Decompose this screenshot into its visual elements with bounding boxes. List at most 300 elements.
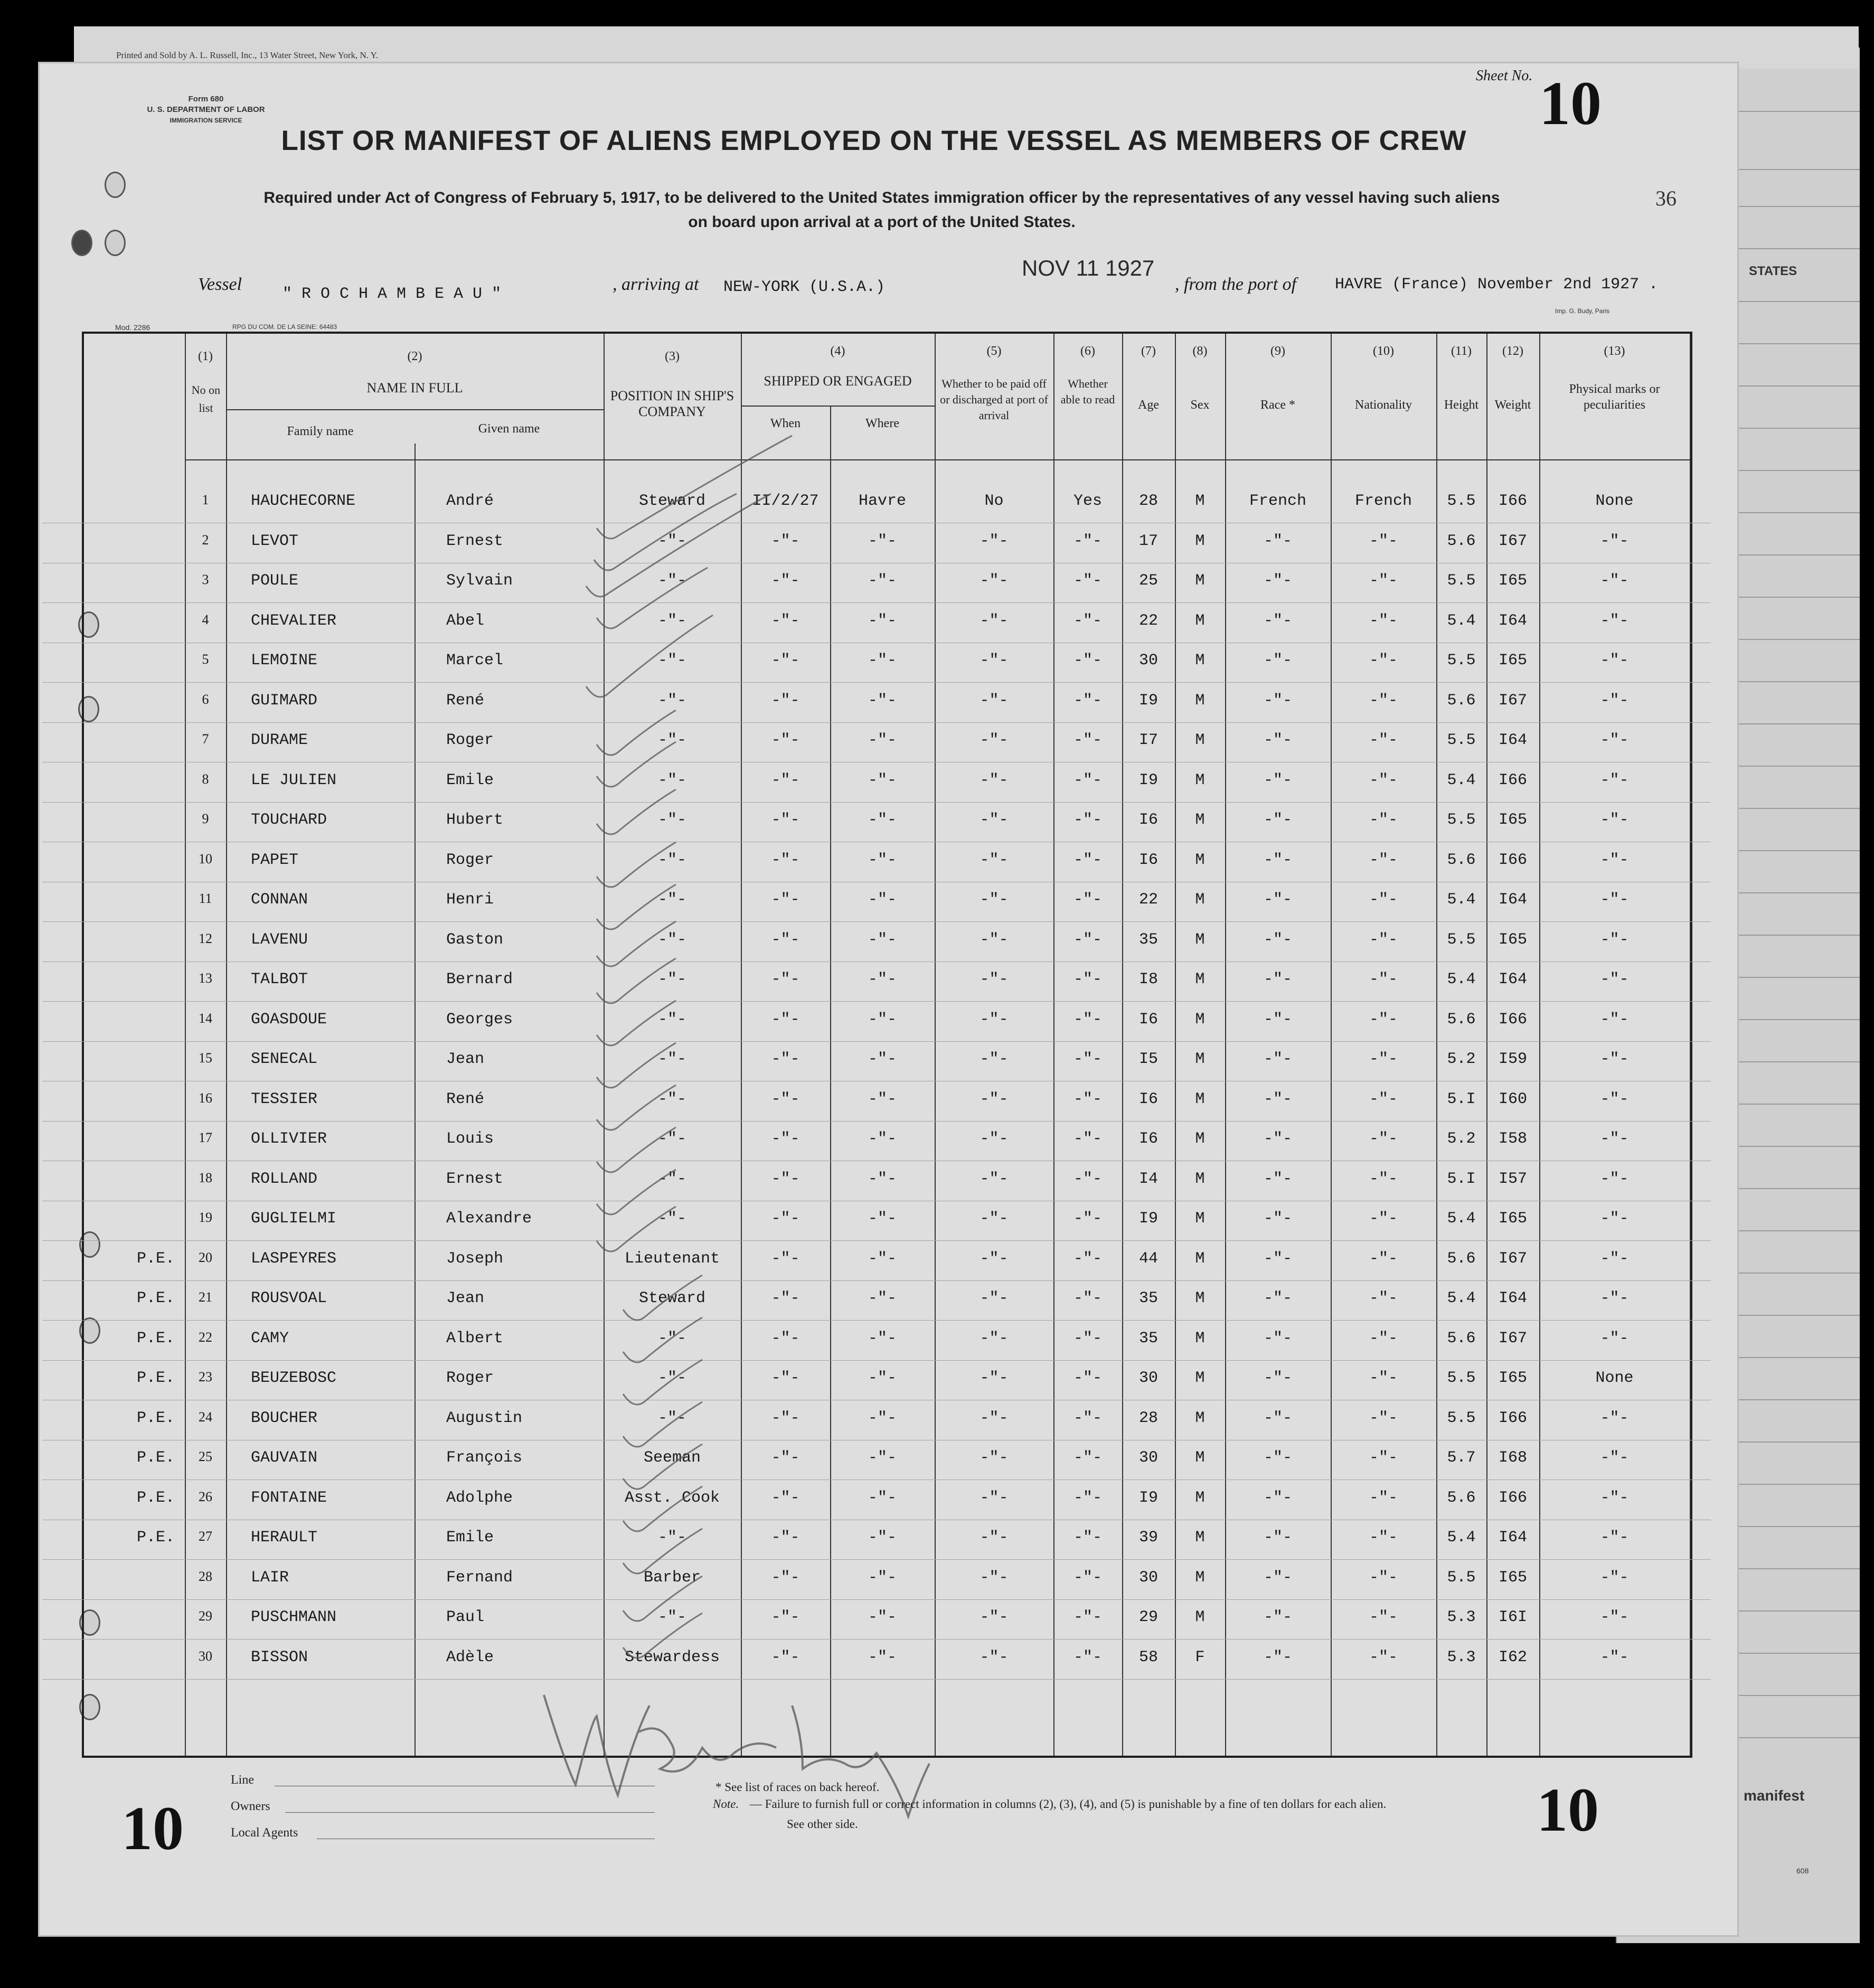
row-nationality: -"- xyxy=(1369,652,1398,670)
row-where: -"- xyxy=(868,731,897,749)
row-able-to-read: -"- xyxy=(1073,731,1102,749)
row-weight: I67 xyxy=(1498,1249,1527,1268)
row-ruling xyxy=(42,1639,1711,1640)
row-sex: M xyxy=(1195,611,1205,630)
row-paid-off: -"- xyxy=(980,1568,1009,1587)
row-height: 5.5 xyxy=(1447,652,1476,670)
row-position: -"- xyxy=(657,1409,686,1427)
row-where: -"- xyxy=(868,611,897,630)
row-when: -"- xyxy=(771,1449,800,1467)
row-physical-marks: -"- xyxy=(1600,971,1629,988)
row-where: -"- xyxy=(868,930,897,949)
row-pe-mark: P.E. xyxy=(136,1488,175,1507)
row-sex: M xyxy=(1195,930,1205,949)
col10-number: (10) xyxy=(1373,344,1394,358)
row-height: 5.2 xyxy=(1447,1130,1476,1148)
row-when: -"- xyxy=(771,1409,800,1427)
row-paid-off: -"- xyxy=(980,691,1009,710)
row-when: -"- xyxy=(771,1488,800,1507)
row-weight: I67 xyxy=(1498,1329,1527,1348)
row-number: 1 xyxy=(202,492,209,507)
page-title: LIST OR MANIFEST OF ALIENS EMPLOYED ON THE VESSEL AS MEMBERS OF CREW xyxy=(281,125,1467,156)
row-paid-off: -"- xyxy=(980,771,1009,789)
row-sex: M xyxy=(1195,731,1205,749)
row-physical-marks: -"- xyxy=(1600,851,1629,869)
row-age: 44 xyxy=(1138,1249,1158,1268)
row-number: 22 xyxy=(199,1329,212,1345)
back-sheet-manifest: manifest xyxy=(1744,1787,1805,1804)
row-family-name: DURAME xyxy=(251,731,308,749)
row-able-to-read: -"- xyxy=(1073,891,1102,909)
row-position: -"- xyxy=(657,532,686,550)
row-able-to-read: -"- xyxy=(1073,1090,1102,1108)
row-nationality: -"- xyxy=(1369,1568,1398,1587)
row-when: -"- xyxy=(771,811,800,829)
row-paid-off: -"- xyxy=(980,1249,1009,1268)
row-number: 16 xyxy=(199,1090,212,1106)
row-paid-off: -"- xyxy=(980,1210,1009,1228)
row-family-name: FONTAINE xyxy=(251,1488,327,1507)
row-when: -"- xyxy=(771,532,800,550)
row-sex: M xyxy=(1195,771,1205,789)
row-physical-marks: -"- xyxy=(1600,1608,1629,1626)
col12-number: (12) xyxy=(1502,344,1523,358)
row-given-name: Ernest xyxy=(446,1170,504,1188)
row-sex: M xyxy=(1195,1449,1205,1467)
row-when: -"- xyxy=(771,1010,800,1029)
row-position: -"- xyxy=(657,572,686,590)
row-given-name: Hubert xyxy=(446,811,504,829)
row-weight: I64 xyxy=(1498,971,1527,988)
row-family-name: TALBOT xyxy=(251,971,308,988)
row-given-name: Adèle xyxy=(446,1648,494,1666)
row-number: 14 xyxy=(199,1010,212,1026)
row-number: 15 xyxy=(199,1050,212,1066)
row-sex: M xyxy=(1195,1409,1205,1427)
row-weight: I64 xyxy=(1498,1529,1527,1547)
registration: RPG DU COM. DE LA SEINE: 64483 xyxy=(232,323,337,331)
row-paid-off: -"- xyxy=(980,1090,1009,1108)
row-able-to-read: -"- xyxy=(1073,1010,1102,1029)
row-race: -"- xyxy=(1263,851,1292,869)
row-able-to-read: -"- xyxy=(1073,1568,1102,1587)
col8-number: (8) xyxy=(1192,344,1208,358)
row-sex: M xyxy=(1195,1170,1205,1188)
row-able-to-read: -"- xyxy=(1073,771,1102,789)
subtitle-line-1: Required under Act of Congress of February 5, 1917, to be delivered to the United States immigration officer by the representatives of any vessel having such aliens xyxy=(263,189,1500,206)
row-family-name: CAMY xyxy=(251,1329,289,1348)
row-physical-marks: -"- xyxy=(1600,731,1629,749)
row-height: 5.5 xyxy=(1447,1568,1476,1587)
arrival-date-stamp: NOV 11 1927 xyxy=(1022,256,1155,280)
row-position: -"- xyxy=(657,731,686,749)
row-paid-off: -"- xyxy=(980,1449,1009,1467)
col7-number: (7) xyxy=(1141,344,1156,358)
row-given-name: Abel xyxy=(446,611,485,630)
mod-number: Mod. 2286 xyxy=(115,323,150,332)
col10-label: Nationality xyxy=(1355,398,1412,412)
row-number: 18 xyxy=(199,1170,212,1185)
row-race: -"- xyxy=(1263,572,1292,590)
footer-sheet-number-right: 10 xyxy=(1537,1775,1599,1844)
row-sex: M xyxy=(1195,1529,1205,1547)
row-position: Asst. Cook xyxy=(624,1488,720,1507)
row-family-name: GUIMARD xyxy=(251,691,318,710)
row-number: 23 xyxy=(199,1369,212,1384)
row-height: 5.4 xyxy=(1447,971,1476,988)
punch-hole xyxy=(78,696,99,722)
row-position: -"- xyxy=(657,811,686,829)
row-ruling xyxy=(42,1001,1711,1002)
col4-label: SHIPPED OR ENGAGED xyxy=(764,373,912,389)
row-given-name: Albert xyxy=(446,1329,504,1348)
col5-number: (5) xyxy=(986,344,1002,358)
row-nationality: -"- xyxy=(1369,1369,1398,1387)
row-age: 35 xyxy=(1138,930,1158,949)
row-ruling xyxy=(42,1599,1711,1600)
col1-number: (1) xyxy=(198,350,213,363)
row-given-name: François xyxy=(446,1449,523,1467)
row-family-name: TOUCHARD xyxy=(251,811,327,829)
row-where: -"- xyxy=(868,1170,897,1188)
col3-number: (3) xyxy=(665,350,680,363)
row-pe-mark: P.E. xyxy=(136,1529,175,1547)
row-pe-mark: P.E. xyxy=(136,1329,175,1348)
row-age: I6 xyxy=(1138,1130,1158,1148)
row-where: -"- xyxy=(868,1289,897,1307)
row-height: 5.2 xyxy=(1447,1050,1476,1068)
row-when: -"- xyxy=(771,1289,800,1307)
row-age: 28 xyxy=(1138,1409,1158,1427)
row-family-name: PAPET xyxy=(251,851,299,869)
row-paid-off: -"- xyxy=(980,930,1009,949)
row-number: 29 xyxy=(199,1608,212,1624)
row-when: -"- xyxy=(771,1090,800,1108)
row-ruling xyxy=(42,802,1711,803)
row-nationality: -"- xyxy=(1369,532,1398,550)
row-given-name: Georges xyxy=(446,1010,513,1029)
row-weight: I65 xyxy=(1498,1369,1527,1387)
row-number: 2 xyxy=(202,532,209,548)
row-weight: I58 xyxy=(1498,1130,1527,1148)
row-where: -"- xyxy=(868,891,897,909)
row-position: -"- xyxy=(657,611,686,630)
row-position: -"- xyxy=(657,1529,686,1547)
row-where: -"- xyxy=(868,1130,897,1148)
row-able-to-read: -"- xyxy=(1073,1449,1102,1467)
arriving-label: , arriving at xyxy=(613,275,699,294)
row-paid-off: -"- xyxy=(980,1648,1009,1666)
row-race: -"- xyxy=(1263,1648,1292,1666)
row-paid-off: -"- xyxy=(980,611,1009,630)
punch-hole xyxy=(78,611,99,638)
col2-family-label: Family name xyxy=(287,425,354,438)
row-race: -"- xyxy=(1263,1449,1292,1467)
row-race: -"- xyxy=(1263,1210,1292,1228)
row-pe-mark: P.E. xyxy=(136,1409,175,1427)
row-when: -"- xyxy=(771,1130,800,1148)
row-pe-mark: P.E. xyxy=(136,1289,175,1307)
row-sex: M xyxy=(1195,1130,1205,1148)
row-height: 5.7 xyxy=(1447,1449,1476,1467)
row-family-name: CONNAN xyxy=(251,891,308,909)
row-when: -"- xyxy=(771,1529,800,1547)
row-number: 12 xyxy=(199,930,212,946)
row-sex: F xyxy=(1195,1648,1205,1666)
row-able-to-read: -"- xyxy=(1073,971,1102,988)
row-given-name: Bernard xyxy=(446,971,513,988)
row-nationality: -"- xyxy=(1369,691,1398,710)
row-able-to-read: -"- xyxy=(1073,1409,1102,1427)
arriving-port: NEW-YORK (U.S.A.) xyxy=(723,278,886,296)
row-where: -"- xyxy=(868,1369,897,1387)
row-when: -"- xyxy=(771,731,800,749)
row-given-name: Roger xyxy=(446,731,494,749)
vessel-name: " R O C H A M B E A U " xyxy=(282,285,502,303)
row-number: 26 xyxy=(199,1488,212,1504)
row-number: 19 xyxy=(199,1210,212,1225)
row-able-to-read: Yes xyxy=(1073,492,1102,510)
row-ruling xyxy=(42,1679,1711,1680)
row-number: 13 xyxy=(199,971,212,986)
row-height: 5.4 xyxy=(1447,771,1476,789)
row-height: 5.I xyxy=(1447,1090,1476,1108)
row-weight: I66 xyxy=(1498,1488,1527,1507)
row-age: 28 xyxy=(1138,492,1158,510)
row-height: 5.I xyxy=(1447,1170,1476,1188)
row-weight: I60 xyxy=(1498,1090,1527,1108)
row-family-name: PUSCHMANN xyxy=(251,1608,337,1626)
row-position: -"- xyxy=(657,1050,686,1068)
row-where: -"- xyxy=(868,971,897,988)
row-pe-mark: P.E. xyxy=(136,1369,175,1387)
row-able-to-read: -"- xyxy=(1073,1050,1102,1068)
row-age: I9 xyxy=(1138,691,1158,710)
row-race: -"- xyxy=(1263,1529,1292,1547)
row-position: -"- xyxy=(657,930,686,949)
see-other-side: See other side. xyxy=(787,1817,858,1831)
row-given-name: Sylvain xyxy=(446,572,513,590)
row-able-to-read: -"- xyxy=(1073,572,1102,590)
row-height: 5.5 xyxy=(1447,1369,1476,1387)
row-family-name: SENECAL xyxy=(251,1050,318,1068)
row-race: -"- xyxy=(1263,1090,1292,1108)
row-given-name: Augustin xyxy=(446,1409,523,1427)
row-race: -"- xyxy=(1263,930,1292,949)
row-paid-off: -"- xyxy=(980,1289,1009,1307)
row-nationality: -"- xyxy=(1369,1050,1398,1068)
sheet-no-label: Sheet No. xyxy=(1476,68,1533,84)
row-physical-marks: -"- xyxy=(1600,532,1629,550)
row-race: -"- xyxy=(1263,691,1292,710)
row-weight: I66 xyxy=(1498,1010,1527,1029)
row-able-to-read: -"- xyxy=(1073,1170,1102,1188)
row-weight: I57 xyxy=(1498,1170,1527,1188)
row-height: 5.6 xyxy=(1447,1010,1476,1029)
row-weight: I64 xyxy=(1498,1289,1527,1307)
row-paid-off: -"- xyxy=(980,1010,1009,1029)
row-given-name: Adolphe xyxy=(446,1488,513,1507)
col2-given-label: Given name xyxy=(478,422,540,436)
row-age: 30 xyxy=(1138,1568,1158,1587)
row-ruling xyxy=(42,1320,1711,1321)
col4-when-label: When xyxy=(770,417,801,430)
row-number: 28 xyxy=(199,1568,212,1584)
row-sex: M xyxy=(1195,1608,1205,1626)
row-where: -"- xyxy=(868,1090,897,1108)
row-ruling xyxy=(42,602,1711,603)
col9-label: Race * xyxy=(1260,398,1295,412)
row-position: -"- xyxy=(657,1210,686,1228)
row-position: Steward xyxy=(638,1289,706,1307)
row-when: -"- xyxy=(771,1608,800,1626)
row-physical-marks: -"- xyxy=(1600,1130,1629,1148)
row-height: 5.5 xyxy=(1447,731,1476,749)
shipped-header-divider xyxy=(741,406,935,407)
row-where: -"- xyxy=(868,1449,897,1467)
row-given-name: Ernest xyxy=(446,532,504,550)
row-given-name: Paul xyxy=(446,1608,485,1626)
row-weight: I65 xyxy=(1498,1568,1527,1587)
note-text: — Failure to furnish full or correct information in columns (2), (3), (4), and (5) is punishable by a fine of ten dollars for each alien. xyxy=(750,1797,1387,1811)
row-where: -"- xyxy=(868,532,897,550)
row-sex: M xyxy=(1195,691,1205,710)
row-where: -"- xyxy=(868,1249,897,1268)
row-ruling xyxy=(42,682,1711,683)
footer-owners-blank xyxy=(285,1812,655,1813)
row-weight: I64 xyxy=(1498,731,1527,749)
footer-sheet-number-left: 10 xyxy=(121,1794,184,1863)
row-number: 11 xyxy=(199,891,212,906)
row-when: -"- xyxy=(771,1050,800,1068)
from-label: , from the port of xyxy=(1175,275,1297,294)
row-given-name: André xyxy=(446,492,494,510)
row-when: II/2/27 xyxy=(752,492,819,510)
row-height: 5.6 xyxy=(1447,1329,1476,1348)
row-position: -"- xyxy=(657,771,686,789)
row-family-name: BOUCHER xyxy=(251,1409,318,1427)
col2-number: (2) xyxy=(407,350,422,363)
row-age: 22 xyxy=(1138,611,1158,630)
row-number: 17 xyxy=(199,1130,212,1145)
row-age: 22 xyxy=(1138,891,1158,909)
row-height: 5.6 xyxy=(1447,691,1476,710)
row-family-name: TESSIER xyxy=(251,1090,318,1108)
row-nationality: -"- xyxy=(1369,811,1398,829)
row-sex: M xyxy=(1195,492,1205,510)
row-sex: M xyxy=(1195,851,1205,869)
row-age: 29 xyxy=(1138,1608,1158,1626)
row-physical-marks: -"- xyxy=(1600,1329,1629,1348)
row-height: 5.4 xyxy=(1447,891,1476,909)
row-paid-off: -"- xyxy=(980,1050,1009,1068)
row-sex: M xyxy=(1195,572,1205,590)
row-sex: M xyxy=(1195,1010,1205,1029)
row-able-to-read: -"- xyxy=(1073,1130,1102,1148)
row-family-name: ROLLAND xyxy=(251,1170,318,1188)
row-nationality: -"- xyxy=(1369,1449,1398,1467)
row-family-name: OLLIVIER xyxy=(251,1130,327,1148)
name-header-divider xyxy=(226,409,604,410)
row-given-name: Henri xyxy=(446,891,494,909)
row-physical-marks: -"- xyxy=(1600,1648,1629,1666)
row-race: -"- xyxy=(1263,971,1292,988)
row-able-to-read: -"- xyxy=(1073,851,1102,869)
row-age: 30 xyxy=(1138,1449,1158,1467)
row-nationality: -"- xyxy=(1369,771,1398,789)
back-sheet-states: STATES xyxy=(1749,264,1797,278)
col13-label: Physical marks or peculiarities xyxy=(1569,382,1660,412)
side-number: 36 xyxy=(1655,186,1677,210)
row-position: Seeman xyxy=(643,1449,701,1467)
service-label: IMMIGRATION SERVICE xyxy=(169,117,242,124)
row-nationality: -"- xyxy=(1369,1010,1398,1029)
col6-number: (6) xyxy=(1080,344,1095,358)
row-physical-marks: None xyxy=(1595,1369,1634,1387)
row-family-name: POULE xyxy=(251,572,299,590)
row-position: -"- xyxy=(657,1090,686,1108)
row-sex: M xyxy=(1195,1329,1205,1348)
row-nationality: -"- xyxy=(1369,1608,1398,1626)
row-age: I6 xyxy=(1138,1090,1158,1108)
row-when: -"- xyxy=(771,1249,800,1268)
row-able-to-read: -"- xyxy=(1073,611,1102,630)
row-physical-marks: -"- xyxy=(1600,1568,1629,1587)
row-nationality: -"- xyxy=(1369,1329,1398,1348)
row-nationality: -"- xyxy=(1369,851,1398,869)
row-family-name: LAVENU xyxy=(251,930,308,949)
row-race: -"- xyxy=(1263,1289,1292,1307)
row-where: -"- xyxy=(868,1529,897,1547)
table-top-border xyxy=(82,332,1692,334)
row-when: -"- xyxy=(771,1210,800,1228)
row-pe-mark: P.E. xyxy=(136,1449,175,1467)
row-sex: M xyxy=(1195,971,1205,988)
row-height: 5.4 xyxy=(1447,611,1476,630)
row-race: -"- xyxy=(1263,891,1292,909)
row-physical-marks: -"- xyxy=(1600,930,1629,949)
row-able-to-read: -"- xyxy=(1073,811,1102,829)
row-physical-marks: -"- xyxy=(1600,1170,1629,1188)
row-weight: I65 xyxy=(1498,652,1527,670)
row-race: -"- xyxy=(1263,1488,1292,1507)
row-physical-marks: -"- xyxy=(1600,1210,1629,1228)
row-position: Barber xyxy=(643,1568,701,1587)
row-number: 24 xyxy=(199,1409,212,1425)
row-given-name: Emile xyxy=(446,1529,494,1547)
vessel-label: Vessel xyxy=(198,275,242,294)
row-physical-marks: None xyxy=(1595,492,1634,510)
row-given-name: Gaston xyxy=(446,930,504,949)
top-paper-strip xyxy=(74,26,1859,69)
row-height: 5.5 xyxy=(1447,1409,1476,1427)
row-able-to-read: -"- xyxy=(1073,930,1102,949)
row-paid-off: -"- xyxy=(980,1329,1009,1348)
row-ruling xyxy=(42,1559,1711,1560)
row-position: Stewardess xyxy=(624,1648,720,1666)
row-when: -"- xyxy=(771,1170,800,1188)
col4-number: (4) xyxy=(830,344,845,358)
row-height: 5.4 xyxy=(1447,1289,1476,1307)
row-when: -"- xyxy=(771,1329,800,1348)
row-age: 25 xyxy=(1138,572,1158,590)
row-age: I8 xyxy=(1138,971,1158,988)
row-where: -"- xyxy=(868,1050,897,1068)
row-where: -"- xyxy=(868,652,897,670)
row-weight: I59 xyxy=(1498,1050,1527,1068)
row-nationality: French xyxy=(1354,492,1412,510)
col8-label: Sex xyxy=(1190,398,1210,412)
